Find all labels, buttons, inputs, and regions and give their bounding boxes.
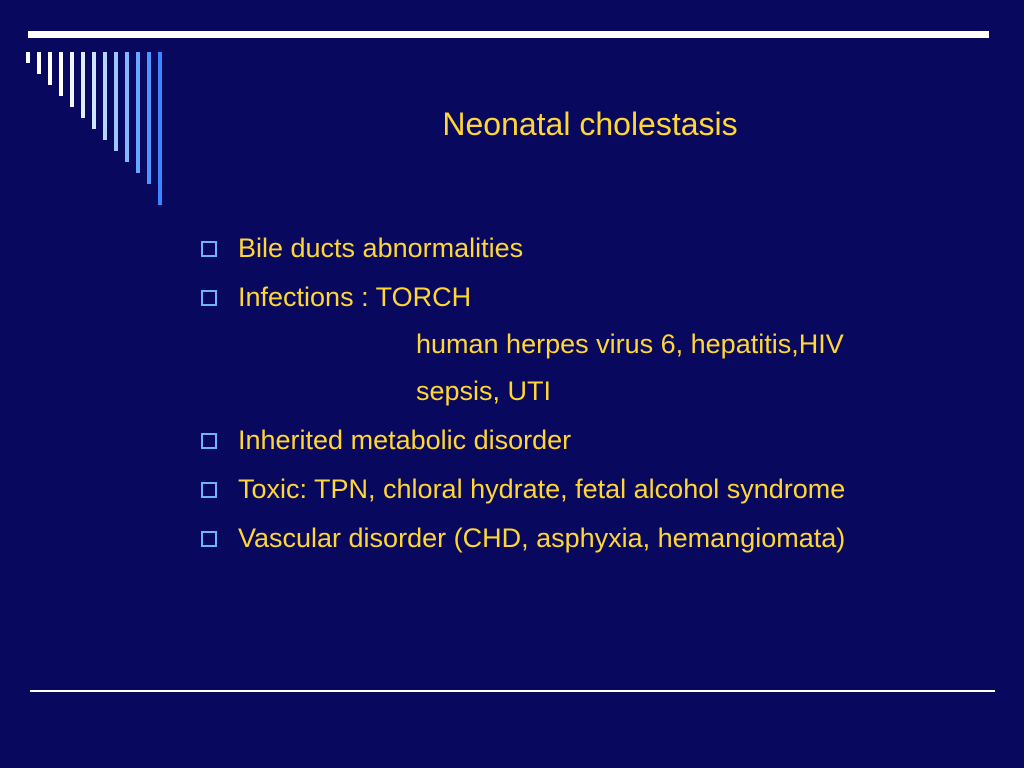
hollow-square-icon	[201, 433, 217, 449]
list-item-text: Infections : TORCH	[238, 282, 472, 312]
list-item	[198, 520, 988, 556]
list-item-text: Bile ducts abnormalities	[238, 233, 524, 263]
list-item	[198, 279, 988, 315]
list-subitem	[198, 373, 988, 409]
list-item	[198, 422, 988, 458]
hollow-square-icon	[201, 482, 217, 498]
list-item-text: Vascular disorder (CHD, asphyxia, hemangiomata)	[238, 523, 846, 553]
top-divider	[28, 31, 989, 38]
list-subitem-text: human herpes virus 6, hepatitis,HIV	[416, 329, 844, 359]
hollow-square-icon	[201, 241, 217, 257]
slide-title: Neonatal cholestasis	[442, 106, 738, 142]
bottom-divider	[30, 690, 995, 692]
list-item-text: Inherited metabolic disorder	[238, 425, 572, 455]
hollow-square-icon	[201, 531, 217, 547]
list-item	[198, 471, 988, 507]
list-subitem	[198, 326, 988, 362]
list-subitem-text: sepsis, UTI	[416, 376, 552, 406]
list-item-text: Toxic: TPN, chloral hydrate, fetal alcohol syndrome	[238, 474, 846, 504]
bullet-list	[198, 230, 988, 569]
hollow-square-icon	[201, 290, 217, 306]
list-item	[198, 230, 988, 266]
